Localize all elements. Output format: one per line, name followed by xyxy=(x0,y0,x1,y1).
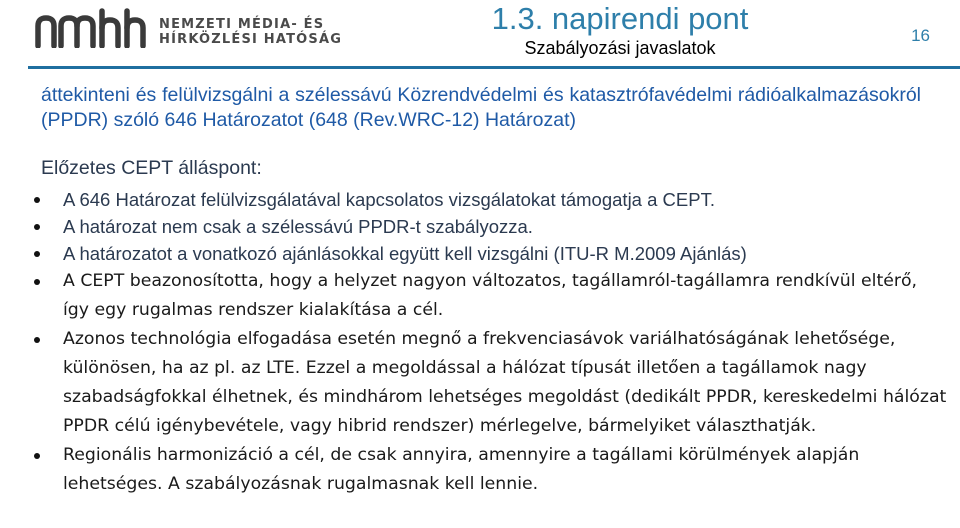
bullet-item xyxy=(32,441,947,499)
bullet-item xyxy=(32,267,947,325)
section-heading: Előzetes CEPT álláspont: xyxy=(41,157,262,179)
bullet-dot-icon xyxy=(34,197,40,203)
page-number: 16 xyxy=(911,26,930,45)
bullet-dot-icon xyxy=(34,337,40,343)
bullet-text: Azonos technológia elfogadása esetén megnő a frekvenciasávok variálhatóságának lehetősége, különösen, ha az pl. az LTE. Ezzel a megoldással a hálózat típusát illetően a tagállamok nagy szabadságfokkal élhetnek, és mindhárom lehetséges megoldást (dedikált PPDR, kereskedelmi hálózat PPDR célú igénybevétele, vagy hibrid rendszer) mérlegelve, bármelyiket választhatják. xyxy=(63,329,947,436)
bullet-dot-icon xyxy=(34,224,40,230)
logo-text-line2: HÍRKÖZLÉSI HATÓSÁG xyxy=(159,32,343,47)
nmhh-logo xyxy=(34,6,343,50)
bullet-text: A CEPT beazonosította, hogy a helyzet nagyon változatos, tagállamról-tagállamra rendkívül eltérő, így egy rugalmas rendszer kialakítása a cél. xyxy=(63,271,918,320)
bullet-text: Regionális harmonizáció a cél, de csak annyira, amennyire a tagállami körülmények alapján lehetséges. A szabályozásnak rugalmasnak kell lennie. xyxy=(63,445,860,494)
bullet-item xyxy=(32,186,947,213)
slide-subtitle: Szabályozási javaslatok xyxy=(524,38,716,58)
logo-text-line1: NEMZETI MÉDIA- ÉS xyxy=(159,17,325,32)
nmhh-logo-mark xyxy=(34,8,152,48)
bullet-dot-icon xyxy=(34,279,40,285)
bullet-text: A határozatot a vonatkozó ajánlásokkal együtt kell vizsgálni (ITU-R M.2009 Ajánlás) xyxy=(63,243,747,264)
bullet-text: A 646 Határozat felülvizsgálatával kapcsolatos vizsgálatokat támogatja a CEPT. xyxy=(63,189,715,210)
header-divider xyxy=(28,66,960,69)
bullet-text: A határozat nem csak a szélessávú PPDR-t szabályozza. xyxy=(63,216,533,237)
slide-title: 1.3. napirendi pont xyxy=(491,1,749,36)
bullet-item xyxy=(32,240,947,267)
bullet-list xyxy=(32,186,947,499)
bullet-dot-icon xyxy=(34,453,40,459)
bullet-item xyxy=(32,213,947,240)
bullet-dot-icon xyxy=(34,251,40,257)
bullet-item xyxy=(32,325,947,441)
intro-paragraph: áttekinteni és felülvizsgálni a szélessávú Közrendvédelmi és katasztrófavédelmi rádióalkalmazásokról (PPDR) szóló 646 Határozatot (648 (Rev.WRC-12) Határozat) xyxy=(41,84,921,131)
